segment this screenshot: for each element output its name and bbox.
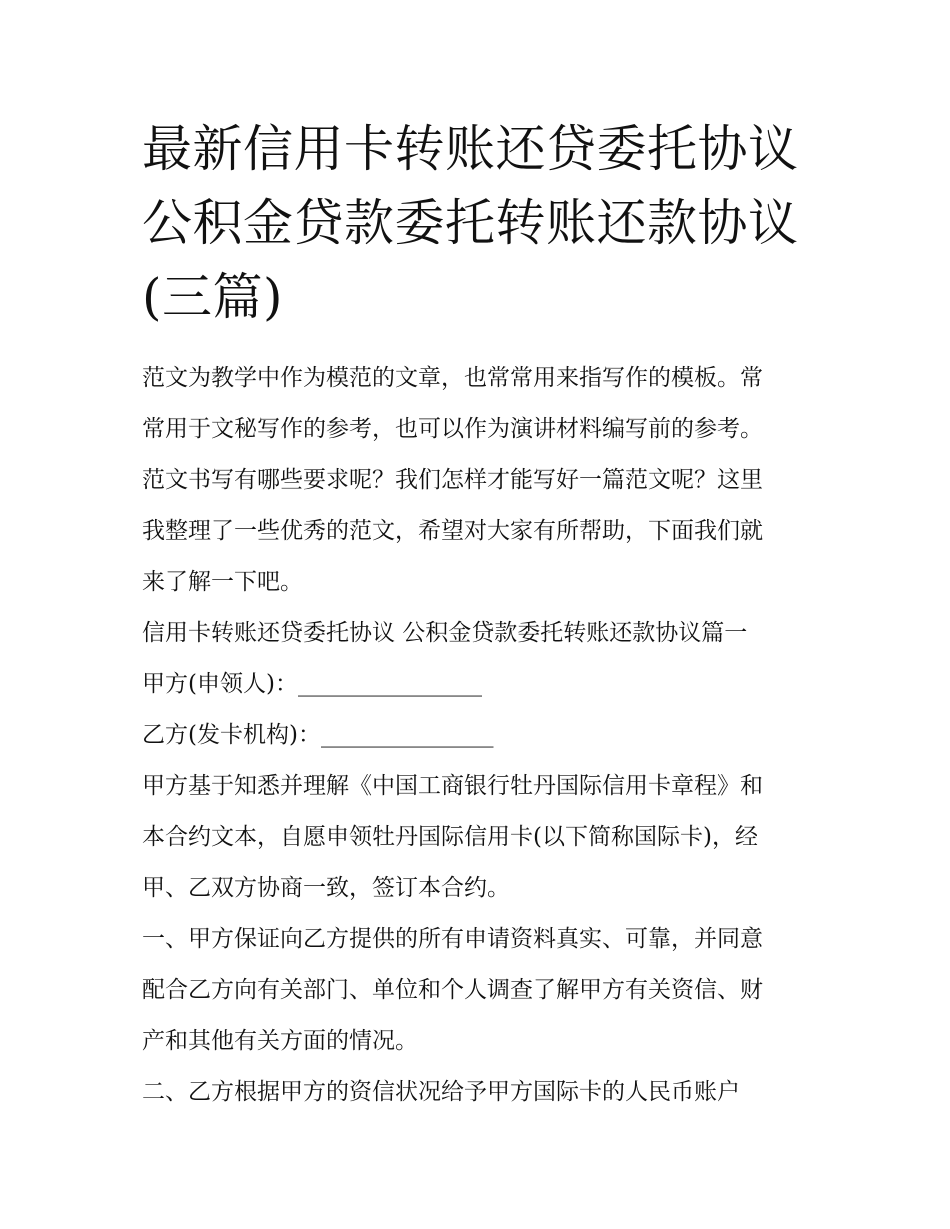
intro-line-4: 我整理了一些优秀的范文，希望对大家有所帮助，下面我们就	[142, 518, 763, 544]
intro-paragraph	[142, 353, 822, 608]
intro-line-1: 范文为教学中作为模范的文章，也常常用来指写作的模板。常	[142, 365, 763, 391]
clause-1-line-1: 一、甲方保证向乙方提供的所有申请资料真实、可靠，并同意	[142, 926, 763, 952]
section-heading: 信用卡转账还贷委托协议 公积金贷款委托转账还款协议篇一	[142, 620, 748, 646]
clause-1-line-3: 产和其他有关方面的情况。	[142, 1028, 418, 1054]
clause-2-line-1: 二、乙方根据甲方的资信状况给予甲方国际卡的人民币账户	[142, 1079, 740, 1105]
title-line-1: 最新信用卡转账还贷委托协议	[142, 120, 799, 178]
clause-2-paragraph	[142, 1067, 822, 1118]
party-a-line: 甲方(申领人)：________________	[142, 671, 482, 697]
basis-line-2: 本合约文本，自愿申领牡丹国际信用卡(以下简称国际卡)，经	[142, 824, 758, 850]
clause-1-paragraph	[142, 914, 822, 1067]
title-line-3: (三篇)	[142, 268, 284, 326]
basis-paragraph	[142, 761, 822, 914]
clause-1-line-2: 配合乙方向有关部门、单位和个人调查了解甲方有关资信、财	[142, 977, 763, 1003]
basis-line-1: 甲方基于知悉并理解《中国工商银行牡丹国际信用卡章程》和	[142, 773, 763, 799]
party-b-line: 乙方(发卡机构)：_______________	[142, 722, 494, 748]
document-body	[142, 353, 822, 1118]
intro-line-2: 常用于文秘写作的参考，也可以作为演讲材料编写前的参考。	[142, 416, 763, 442]
title-line-2: 公积金贷款委托转账还款协议	[142, 194, 799, 252]
document-title	[142, 112, 822, 334]
intro-line-3: 范文书写有哪些要求呢？我们怎样才能写好一篇范文呢？这里	[142, 467, 763, 493]
basis-line-3: 甲、乙双方协商一致，签订本合约。	[142, 875, 510, 901]
intro-line-5: 来了解一下吧。	[142, 569, 303, 595]
